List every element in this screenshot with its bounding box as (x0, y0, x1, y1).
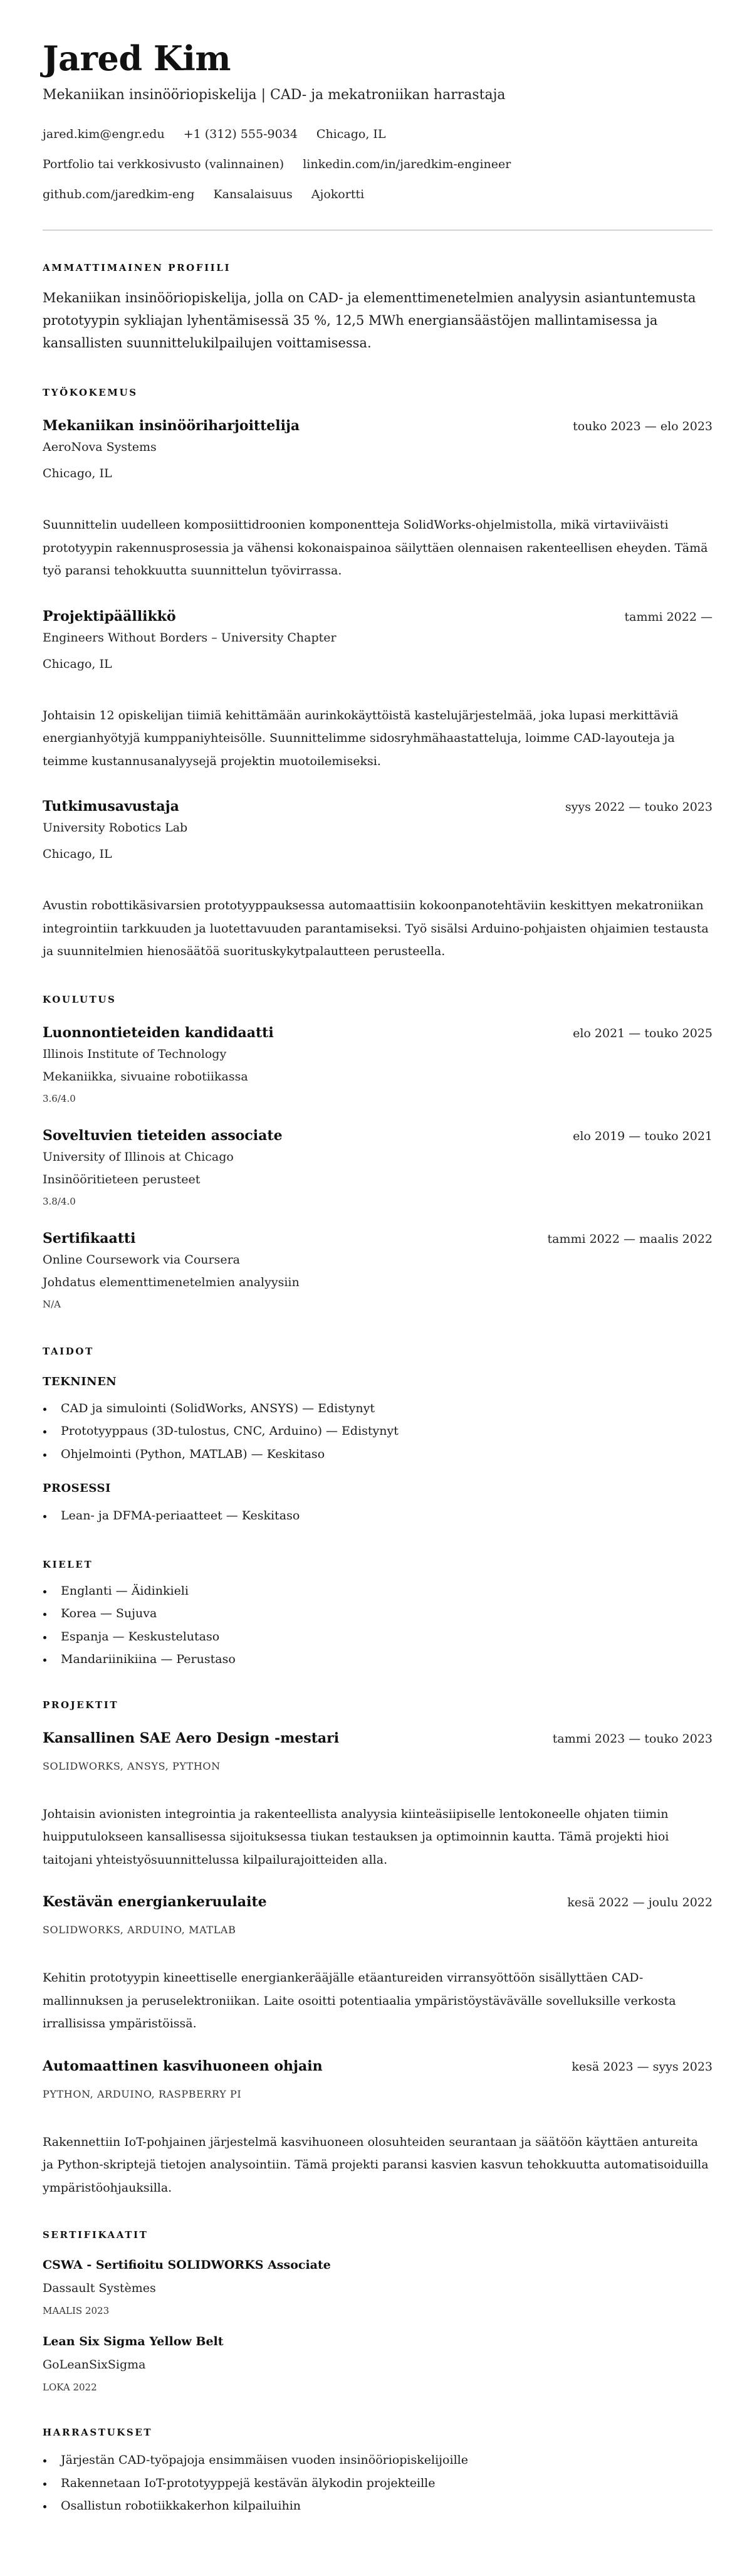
item-date: tammi 2022 — (624, 610, 713, 624)
item-date: tammi 2023 — touko 2023 (552, 1731, 713, 1746)
skill-item: CAD ja simulointi (SolidWorks, ANSYS) — Edistynyt (43, 1397, 713, 1420)
item-title: Automaattinen kasvihuoneen ohjain (43, 2057, 323, 2074)
section-heading-projects: PROJEKTIT (43, 1699, 119, 1711)
job-description: Johtaisin 12 opiskelijan tiimiä kehittämään aurinkokäyttöistä kastelujärjestelmää, joka lupasi merkittäviä energianhyötyjä kumppaniyhteisölle. Suunnittelimme sidosryhmähaastatteluja, loimme CAD-layouteja ja teimme kustannusanalyysejä projektin muotoilemiseksi. (43, 708, 679, 768)
citizenship: Kansalaisuus (213, 187, 293, 201)
project-tech-stack: SOLIDWORKS, ARDUINO, MATLAB (43, 1924, 236, 1936)
certification-title: Lean Six Sigma Yellow Belt (43, 2335, 224, 2348)
project-tech-stack: SOLIDWORKS, ANSYS, PYTHON (43, 1760, 221, 1772)
item-title: Soveltuvien tieteiden associate (43, 1127, 283, 1144)
location: Chicago, IL (316, 127, 386, 141)
certification-date: MAALIS 2023 (43, 2305, 110, 2316)
language-item: Englanti — Äidinkieli (43, 1580, 713, 1603)
section-heading-hobbies: HARRASTUKSET (43, 2427, 153, 2438)
job-description: Suunnittelin uudelleen komposiittidroonien komponentteja SolidWorks-ohjelmistolla, mikä virtaviiväisti prototyypin rakennusprosessia ja vähensi kokonaispainoa säilyttäen olennaisen rakenteellisen eheyden. Tämä työ paransi tehokkuutta suunnittelun työvirrassa. (43, 518, 708, 578)
github-link[interactable]: github.com/jaredkim-eng (43, 187, 195, 201)
job-location: Chicago, IL (43, 657, 112, 671)
item-title: Kestävän energiankeruulaite (43, 1894, 267, 1910)
language-item: Korea — Sujuva (43, 1602, 713, 1625)
portfolio-link[interactable]: Portfolio tai verkkosivusto (valinnainen) (43, 157, 285, 171)
item-header (43, 1126, 713, 1146)
item-header (43, 1892, 713, 1913)
certification-issuer: GoLeanSixSigma (43, 2358, 146, 2372)
education-item (43, 1023, 713, 1106)
experience-item (43, 606, 713, 773)
hobby-item: Järjestän CAD-työpajoja ensimmäisen vuoden insinööriopiskelijoille (43, 2449, 713, 2472)
item-header (43, 2056, 713, 2077)
certification-item (43, 2333, 713, 2395)
school-name: Online Coursework via Coursera (43, 1252, 240, 1267)
item-date: syys 2022 — touko 2023 (565, 800, 713, 814)
section-heading-skills: TAIDOT (43, 1345, 94, 1357)
item-date: tammi 2022 — maalis 2022 (547, 1232, 713, 1246)
section-heading-experience: TYÖKOKEMUS (43, 387, 138, 398)
skill-group-heading: PROSESSI (43, 1482, 111, 1495)
projects-list (43, 1728, 713, 2200)
item-header (43, 1023, 713, 1043)
item-header (43, 1228, 713, 1249)
project-item (43, 1728, 713, 1872)
language-item: Espanja — Keskustelutaso (43, 1625, 713, 1649)
contact-row (43, 119, 713, 149)
company-name: Engineers Without Borders – University Chapter (43, 630, 337, 645)
education-item (43, 1126, 713, 1209)
project-description: Kehitin prototyypin kineettiselle energiankerääjälle etäantureiden virransyöttöön sisällyttäen CAD-mallinnuksen ja peruselektroniikan. Laite osoitti potentiaalia ympäristöystävävälle sovelluksille verkosta irrallisissa ympäristöissä. (43, 1971, 676, 2030)
school-name: University of Illinois at Chicago (43, 1149, 234, 1164)
field-of-study: Johdatus elementtimenetelmien analyysiin (43, 1275, 300, 1289)
project-item (43, 1892, 713, 2035)
project-tech-stack: PYTHON, ARDUINO, RASPBERRY PI (43, 2088, 242, 2100)
language-item: Mandariinikiina — Perustaso (43, 1648, 713, 1671)
certification-date: LOKA 2022 (43, 2382, 97, 2393)
profile-summary: Mekaniikan insinööriopiskelija, jolla on CAD- ja elementtimenetelmien analyysin asiantuntemusta prototyypin sykliajan lyhentämisessä 35 %, 12,5 MWh energiansäästöjen mallintamisessa ja kansallisten suunnittelukilpailujen voittamisessa. (43, 290, 696, 351)
item-header (43, 416, 713, 436)
skill-item: Lean- ja DFMA-periaatteet — Keskitaso (43, 1504, 713, 1528)
gpa: N/A (43, 1298, 61, 1310)
item-header (43, 796, 713, 817)
skill-group-heading: TEKNINEN (43, 1375, 117, 1388)
linkedin-link[interactable]: linkedin.com/in/jaredkim-engineer (303, 157, 511, 171)
skill-list (43, 1397, 713, 1466)
job-location: Chicago, IL (43, 847, 112, 861)
section-heading-profile: AMMATTIMAINEN PROFIILI (43, 262, 231, 273)
section-heading-education: KOULUTUS (43, 993, 117, 1005)
certification-title: CSWA - Sertifioitu SOLIDWORKS Associate (43, 2258, 331, 2272)
job-location: Chicago, IL (43, 467, 112, 480)
certifications-list (43, 2256, 713, 2395)
candidate-name: Jared Kim (43, 38, 231, 78)
job-description: Avustin robottikäsivarsien prototyyppauksessa automaattisiin kokoonpanotehtäviin keskittyen mekatroniikan integrointiin tarkkuuden ja luotettavuuden parantamiseksi. Työ sisälsi Arduino-pohjaisten ohjaimien testausta ja suunnitelmien hienosäätöä suorituskykytpalautteen perusteella. (43, 899, 709, 958)
email-link[interactable]: jared.kim@engr.edu (43, 127, 165, 141)
certification-item (43, 2256, 713, 2318)
contact-row (43, 179, 713, 209)
languages-list (43, 1580, 713, 1671)
hobby-item: Osallistun robotiikkakerhon kilpailuihin (43, 2494, 713, 2518)
item-header (43, 606, 713, 627)
drivers-license: Ajokortti (311, 187, 365, 201)
item-date: touko 2023 — elo 2023 (573, 420, 713, 433)
company-name: AeroNova Systems (43, 440, 157, 454)
item-title: Luonnontieteiden kandidaatti (43, 1024, 274, 1041)
field-of-study: Insinööritieteen perusteet (43, 1172, 201, 1186)
skill-item: Ohjelmointi (Python, MATLAB) — Keskitaso (43, 1443, 713, 1466)
section-heading-languages: KIELET (43, 1558, 93, 1570)
gpa: 3.8/4.0 (43, 1195, 76, 1207)
education-item (43, 1228, 713, 1312)
hobby-item: Rakennetaan IoT-prototyyppejä kestävän älykodin projekteille (43, 2472, 713, 2495)
project-item (43, 2056, 713, 2200)
gpa: 3.6/4.0 (43, 1092, 76, 1104)
header-divider (43, 230, 713, 231)
item-header (43, 1728, 713, 1749)
skill-item: Prototyyppaus (3D-tulostus, CNC, Arduino) — Edistynyt (43, 1420, 713, 1443)
item-date: kesä 2022 — joulu 2022 (567, 1896, 713, 1909)
phone-number: +1 (312) 555-9034 (183, 127, 298, 141)
item-date: elo 2019 — touko 2021 (573, 1129, 713, 1143)
project-description: Rakennettiin IoT-pohjainen järjestelmä kasvihuoneen olosuhteiden seurantaan ja säätöön käyttäen antureita ja Python-skriptejä tietojen analysointiin. Tämä projekti paransi kasvien kasvun tehokkuutta automatisoiduilla ympäristöohjauksilla. (43, 2135, 709, 2195)
item-title: Kansallinen SAE Aero Design -mestari (43, 1729, 340, 1746)
item-title: Sertifikaatti (43, 1230, 136, 1247)
hobbies-list (43, 2449, 713, 2518)
company-name: University Robotics Lab (43, 821, 188, 835)
candidate-headline: Mekaniikan insinööriopiskelija | CAD- ja mekatroniikan harrastaja (43, 87, 506, 103)
item-title: Mekaniikan insinööriharjoittelija (43, 418, 300, 434)
school-name: Illinois Institute of Technology (43, 1047, 227, 1061)
item-date: kesä 2023 — syys 2023 (572, 2059, 713, 2074)
section-heading-certifications: SERTIFIKAATIT (43, 2229, 149, 2241)
experience-item (43, 416, 713, 583)
item-title: Tutkimusavustaja (43, 798, 179, 815)
skills-groups (43, 1373, 713, 1528)
contact-row (43, 149, 713, 179)
project-description: Johtaisin avionisten integrointia ja rakenteellista analyysia kiinteäsiipiselle lentokoneelle ohjaten tiimin huipputulokseen kansallisessa sijoituksessa tiukan testauksen ja optimoinnin kautta. Tämä projekti hioi taitojani yhteistyösuunnittelussa kilpailurajoitteiden alla. (43, 1807, 669, 1867)
item-date: elo 2021 — touko 2025 (573, 1026, 713, 1040)
contact-info (43, 119, 713, 209)
education-list (43, 1023, 713, 1312)
certification-issuer: Dassault Systèmes (43, 2281, 156, 2295)
skill-list (43, 1504, 713, 1528)
item-title: Projektipäällikkö (43, 608, 176, 625)
field-of-study: Mekaniikka, sivuaine robotiikassa (43, 1069, 248, 1084)
experience-list (43, 416, 713, 963)
experience-item (43, 796, 713, 963)
